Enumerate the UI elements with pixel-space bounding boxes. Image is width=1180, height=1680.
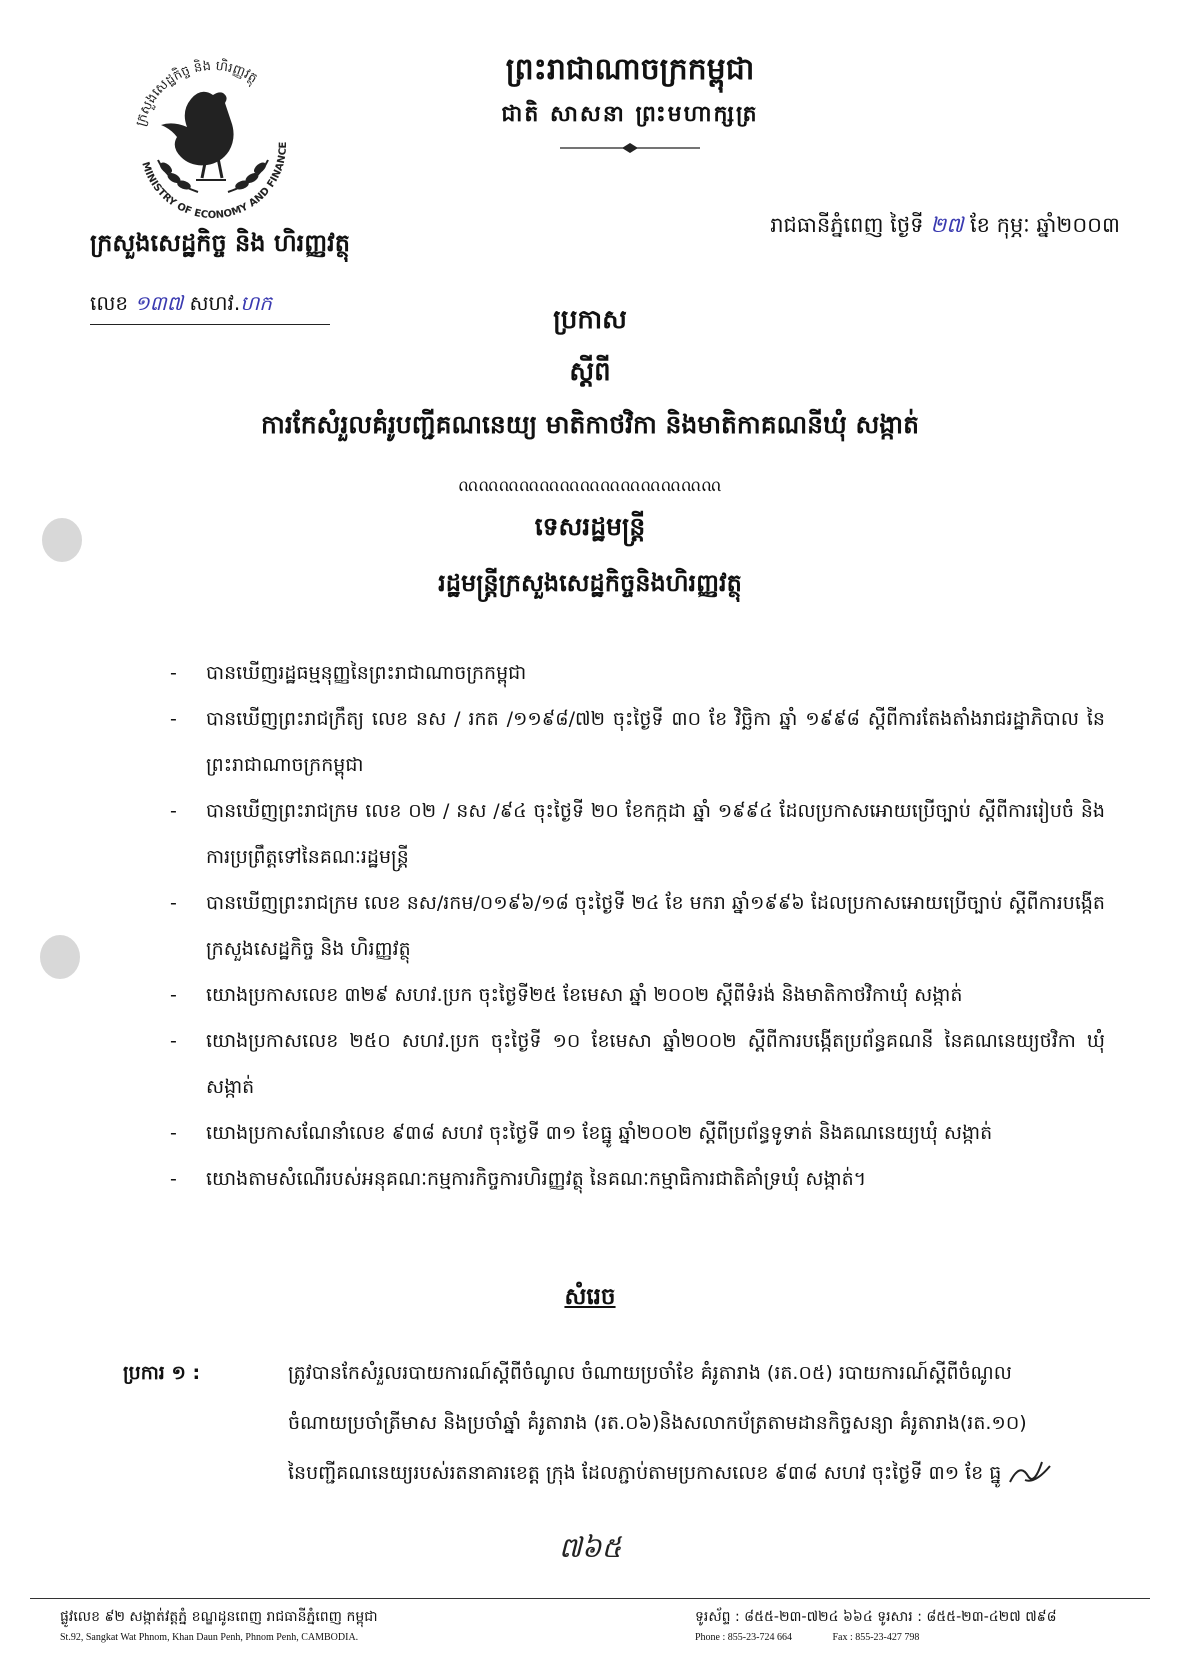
list-item: - យោងប្រកាសលេខ ២៥០ សហវ.ប្រក ចុះថ្ងៃទី ១០ ខែមេសា ឆ្នាំ២០០២ ស្តីពីការបង្កើតប្រព័ន្ធគណនី នៃគណនេយ្យថវិកា ឃុំ សង្កាត់ bbox=[170, 1018, 1105, 1110]
laurel-icon bbox=[158, 160, 268, 192]
date-line bbox=[720, 212, 1120, 243]
article-line-2: ចំណាយប្រចាំត្រីមាស និងប្រចាំឆ្នាំ គំរូតារាង (រត.០៦)និងសលាកប័ត្រតាមដានកិច្ចសន្យា គំរូតារាង(រត.១០) bbox=[288, 1412, 1027, 1434]
article-line-3: នៃបញ្ជីគណនេយ្យរបស់រតនាគារខេត្ត ក្រុង ដែលភ្ជាប់តាមប្រកាសលេខ ៩៣៨ សហវ ចុះថ្ងៃទី ៣១ ខែ ធ្នូ bbox=[288, 1462, 1002, 1484]
ministry-name: ក្រសួងសេដ្ឋកិច្ច និង ហិរញ្ញវត្ថុ bbox=[90, 228, 350, 257]
proclamation-title: ប្រកាស bbox=[553, 305, 627, 335]
punch-hole bbox=[40, 935, 80, 979]
list-item: - យោងតាមសំណើរបស់អនុគណៈកម្មការកិច្ចការហិរញ្ញវត្ថុ នៃគណៈកម្មាធិការជាតិគាំទ្រឃុំ សង្កាត់។ bbox=[170, 1156, 1105, 1202]
ref-suffix: សហវ. bbox=[189, 291, 241, 315]
ref-hand-suffix: ហក bbox=[240, 291, 272, 315]
punch-hole bbox=[42, 518, 82, 562]
page-number: ៧៦៥ bbox=[558, 1531, 622, 1564]
separator-ornament: ᦶᦶᦶᦶᦶᦶᦶᦶᦶᦶᦶᦶᦶ bbox=[458, 472, 722, 496]
footer-contact bbox=[695, 1607, 1135, 1643]
ref-number: ១៣៧ bbox=[134, 291, 184, 315]
rooster-icon bbox=[161, 92, 234, 180]
list-item: - យោងប្រកាសណែនាំលេខ ៩៣៨ សហវ ចុះថ្ងៃទី ៣១ ខែធ្នូ ឆ្នាំ២០០២ ស្តីពីប្រព័ន្ធទូទាត់ និងគណនេយ្យឃុំ សង្កាត់ bbox=[170, 1110, 1105, 1156]
kingdom-title: ព្រះរាជាណាចក្រកម្ពុជា bbox=[505, 52, 755, 87]
phone-en: Phone : 855-23-724 664 bbox=[695, 1632, 792, 1643]
ornament-divider bbox=[560, 142, 700, 154]
list-item: - បានឃើញព្រះរាជក្រឹត្យ លេខ នស / រកត /១១៩៨/៧២ ចុះថ្ងៃទី ៣០ ខែ វិច្ឆិកា ឆ្នាំ ១៩៩៨ ស្តីពីការតែងតាំងរាជរដ្ឋាភិបាល នៃព្រះរាជាណាចក្រកម្ពុជា bbox=[170, 696, 1105, 788]
date-suffix: ខែ កុម្ភៈ ឆ្នាំ២០០៣ bbox=[970, 213, 1120, 237]
footer-address bbox=[60, 1607, 560, 1643]
date-prefix: រាជធានីភ្នំពេញ ថ្ងៃទី bbox=[770, 213, 924, 237]
list-item: - បានឃើញរដ្ឋធម្មនុញ្ញនៃព្រះរាជាណាចក្រកម្ពុជា bbox=[170, 650, 1105, 696]
initials-mark bbox=[1005, 1452, 1055, 1492]
subject-title: ការកែសំរួលគំរូបញ្ជីគណនេយ្យ មាតិកាថវិកា និងមាតិកាគណនីឃុំ សង្កាត់ bbox=[261, 410, 919, 439]
address-en: St.92, Sangkat Wat Phnom, Khan Daun Penh, Phnom Penh, CAMBODIA. bbox=[60, 1632, 359, 1643]
article-line-1: ត្រូវបានកែសំរួលរបាយការណ៍ស្តីពីចំណូល ចំណាយប្រចាំខែ គំរូតារាង (រត.០៥) របាយការណ៍ស្តីពីចំណូល bbox=[288, 1362, 1012, 1384]
ref-label: លេខ bbox=[90, 291, 129, 315]
minister-title: ទេសរដ្ឋមន្ត្រី bbox=[534, 512, 646, 541]
list-item: - បានឃើញព្រះរាជក្រម លេខ នស/រកម/០១៩៦/១៨ ចុះថ្ងៃទី ២៤ ខែ មករា ឆ្នាំ១៩៩៦ ដែលប្រកាសអោយប្រើច្បាប់ ស្តីពីការបង្កើតក្រសួងសេដ្ឋកិច្ច និង ហិរញ្ញវត្ថុ bbox=[170, 880, 1105, 972]
article-label: ប្រការ ១ : bbox=[123, 1362, 201, 1384]
recitals-list bbox=[170, 650, 1105, 1202]
article-1 bbox=[123, 1348, 1113, 1498]
fax-en: Fax : 855-23-427 798 bbox=[832, 1632, 920, 1643]
date-day: ២៧ bbox=[930, 213, 964, 237]
minister-role: រដ្ឋមន្ត្រីក្រសួងសេដ្ឋកិច្ចនិងហិរញ្ញវត្ថុ bbox=[438, 568, 742, 597]
ministry-seal bbox=[118, 40, 308, 230]
contact-kh: ទូរស័ព្ទ : ៨៥៥-២៣-៧២៤ ៦៦៤ ទូរសារ : ៨៥៥-២៣-៤២៧ ៧៩៨ bbox=[695, 1609, 1057, 1625]
list-item: - យោងប្រកាសលេខ ៣២៩ សហវ.ប្រក ចុះថ្ងៃទី២៥ ខែមេសា ឆ្នាំ ២០០២ ស្តីពីទំរង់ និងមាតិកាថវិកាឃុំ សង្កាត់ bbox=[170, 972, 1105, 1018]
address-kh: ផ្លូវលេខ ៩២ សង្កាត់វត្តភ្នំ ខណ្ឌដូនពេញ រាជធានីភ្នំពេញ កម្ពុជា bbox=[60, 1609, 378, 1625]
about-title: ស្តីពី bbox=[569, 357, 611, 387]
seal-text-en: MINISTRY OF ECONOMY AND FINANCE bbox=[139, 141, 290, 222]
national-motto: ជាតិ សាសនា ព្រះមហាក្សត្រ bbox=[501, 101, 759, 127]
decision-heading bbox=[0, 1283, 1180, 1316]
seal-text-kh: ក្រសួងសេដ្ឋកិច្ច និង ហិរញ្ញវត្ថុ bbox=[133, 58, 260, 128]
decision-label: សំរេច bbox=[564, 1283, 616, 1310]
footer-divider bbox=[30, 1598, 1150, 1599]
list-item: - បានឃើញព្រះរាជក្រម លេខ ០២ / នស /៩៤ ចុះថ្ងៃទី ២០ ខែកក្កដា ឆ្នាំ ១៩៩៤ ដែលប្រកាសអោយប្រើច្បាប់ ស្តីពីការរៀបចំ និងការប្រព្រឹត្តទៅនៃគណៈរដ្ឋមន្ត្រី bbox=[170, 788, 1105, 880]
